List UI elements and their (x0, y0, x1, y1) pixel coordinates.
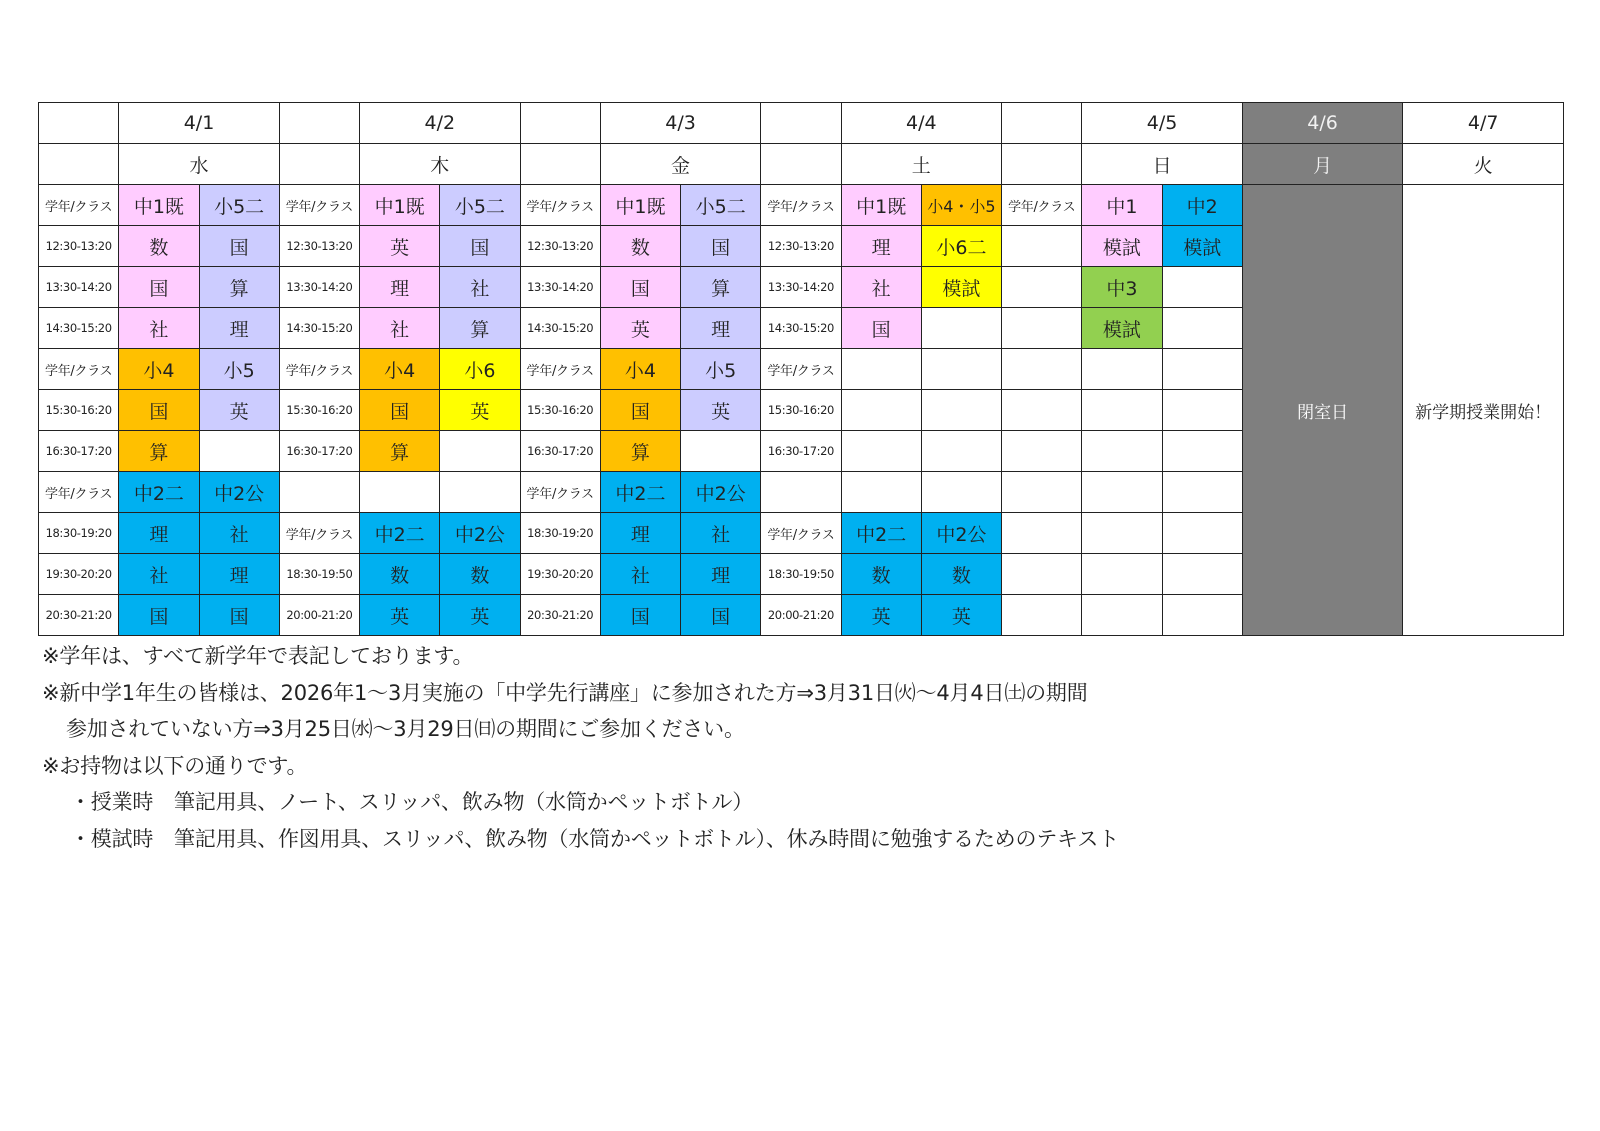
class-cell: 算 (360, 431, 440, 472)
time-slot-label: 15:30-16:20 (761, 390, 841, 431)
time-slot-label: 15:30-16:20 (279, 390, 359, 431)
time-slot-label: 14:30-15:20 (279, 308, 359, 349)
weekday-header-cell: 土 (841, 144, 1002, 185)
class-cell: 国 (681, 226, 761, 267)
time-slot-label: 19:30-20:20 (520, 554, 600, 595)
weekday-header-cell (520, 144, 600, 185)
date-header-cell: 4/3 (600, 103, 761, 144)
schedule-row (39, 185, 1564, 226)
time-slot-label: 14:30-15:20 (520, 308, 600, 349)
class-cell: 英 (360, 595, 440, 636)
time-slot-label (1002, 595, 1082, 636)
note-line: ※新中学1年生の皆様は、2026年1～3月実施の「中学先行講座」に参加された方⇒3月31日㈫～4月4日㈯の期間 (42, 680, 1088, 705)
class-cell (921, 308, 1001, 349)
time-slot-label: 20:30-21:20 (520, 595, 600, 636)
class-cell (1162, 349, 1242, 390)
weekday-header-cell (39, 144, 119, 185)
class-cell: 小4 (360, 349, 440, 390)
class-cell: 数 (360, 554, 440, 595)
class-cell: 理 (600, 513, 680, 554)
grade-class-label: 学年/クラス (520, 185, 600, 226)
class-cell: 中2公 (681, 472, 761, 513)
time-slot-label: 15:30-16:20 (520, 390, 600, 431)
closed-day-cell: 閉室日 (1242, 185, 1403, 636)
weekday-header-cell: 木 (360, 144, 521, 185)
class-cell (1162, 595, 1242, 636)
weekday-header-cell (761, 144, 841, 185)
note-line: 参加されていない方⇒3月25日㈬～3月29日㈰の期間にご参加ください。 (66, 717, 745, 741)
class-cell: 小4・小5 (921, 185, 1001, 226)
class-cell (1082, 472, 1162, 513)
class-cell: 国 (360, 390, 440, 431)
class-cell (1082, 349, 1162, 390)
class-cell: 模試 (921, 267, 1001, 308)
class-cell: 模試 (1082, 226, 1162, 267)
time-slot-label (761, 472, 841, 513)
class-cell: 中2公 (440, 513, 520, 554)
class-cell: 英 (841, 595, 921, 636)
class-cell: 国 (600, 390, 680, 431)
class-cell (1162, 513, 1242, 554)
class-cell: 算 (600, 431, 680, 472)
time-slot-label: 16:30-17:20 (279, 431, 359, 472)
class-cell: 算 (119, 431, 199, 472)
class-cell: 中1既 (360, 185, 440, 226)
class-cell: 理 (360, 267, 440, 308)
class-cell: 算 (681, 267, 761, 308)
class-cell (1162, 472, 1242, 513)
time-slot-label: 19:30-20:20 (39, 554, 119, 595)
note-line: ※お持物は以下の通りです。 (42, 753, 308, 778)
grade-class-label: 学年/クラス (279, 185, 359, 226)
class-cell (1082, 595, 1162, 636)
class-cell (841, 390, 921, 431)
class-cell: 中1 (1082, 185, 1162, 226)
class-cell: 中2二 (841, 513, 921, 554)
class-cell (1082, 390, 1162, 431)
class-cell: 中1既 (841, 185, 921, 226)
class-cell: 小5二 (199, 185, 279, 226)
time-slot-label: 16:30-17:20 (39, 431, 119, 472)
class-cell: 理 (119, 513, 199, 554)
grade-class-label: 学年/クラス (761, 349, 841, 390)
class-cell: 理 (199, 308, 279, 349)
class-cell: 国 (600, 595, 680, 636)
time-slot-label: 12:30-13:20 (761, 226, 841, 267)
class-cell: 社 (199, 513, 279, 554)
weekday-header-cell: 水 (119, 144, 280, 185)
grade-class-label: 学年/クラス (520, 349, 600, 390)
class-cell: 小5二 (681, 185, 761, 226)
grade-class-label: 学年/クラス (1002, 185, 1082, 226)
class-cell: 英 (440, 390, 520, 431)
class-cell: 小4 (600, 349, 680, 390)
class-cell: 国 (199, 226, 279, 267)
class-cell: 国 (119, 595, 199, 636)
class-cell: 英 (199, 390, 279, 431)
time-slot-label: 12:30-13:20 (39, 226, 119, 267)
class-cell: 算 (440, 308, 520, 349)
time-slot-label: 18:30-19:20 (520, 513, 600, 554)
class-cell (921, 431, 1001, 472)
class-cell: 中2公 (199, 472, 279, 513)
time-slot-label (1002, 513, 1082, 554)
time-slot-label: 14:30-15:20 (761, 308, 841, 349)
class-cell (440, 431, 520, 472)
grade-class-label: 学年/クラス (39, 185, 119, 226)
time-slot-label: 16:30-17:20 (761, 431, 841, 472)
class-cell: 社 (681, 513, 761, 554)
date-header-cell (279, 103, 359, 144)
weekday-header-cell: 月 (1242, 144, 1403, 185)
class-cell: 中2二 (119, 472, 199, 513)
time-slot-label (1002, 472, 1082, 513)
weekday-header-cell (279, 144, 359, 185)
class-cell: 中1既 (600, 185, 680, 226)
class-cell: 小4 (119, 349, 199, 390)
class-cell: 国 (119, 267, 199, 308)
date-header-cell: 4/5 (1082, 103, 1243, 144)
grade-class-label: 学年/クラス (39, 349, 119, 390)
time-slot-label (1002, 267, 1082, 308)
weekday-header-row (39, 144, 1564, 185)
class-cell: 理 (681, 308, 761, 349)
class-cell (1082, 554, 1162, 595)
time-slot-label: 12:30-13:20 (520, 226, 600, 267)
class-cell: 中3 (1082, 267, 1162, 308)
date-header-cell: 4/2 (360, 103, 521, 144)
class-cell (1082, 431, 1162, 472)
class-cell (841, 349, 921, 390)
notes-section (42, 638, 1582, 857)
schedule-table (38, 102, 1564, 636)
grade-class-label: 学年/クラス (520, 472, 600, 513)
time-slot-label (1002, 349, 1082, 390)
class-cell: 社 (119, 308, 199, 349)
time-slot-label (1002, 431, 1082, 472)
time-slot-label (1002, 554, 1082, 595)
time-slot-label: 13:30-14:20 (520, 267, 600, 308)
time-slot-label: 14:30-15:20 (39, 308, 119, 349)
class-cell: 中2公 (921, 513, 1001, 554)
time-slot-label: 16:30-17:20 (520, 431, 600, 472)
class-cell: 小6 (440, 349, 520, 390)
class-cell (841, 472, 921, 513)
class-cell (1162, 554, 1242, 595)
time-slot-label (279, 472, 359, 513)
time-slot-label: 13:30-14:20 (761, 267, 841, 308)
class-cell: 算 (199, 267, 279, 308)
note-line: ・模試時 筆記用具、作図用具、スリッパ、飲み物（水筒かペットボトル）、休み時間に勉強するためのテキスト (70, 826, 1120, 851)
time-slot-label (1002, 390, 1082, 431)
class-cell: 数 (119, 226, 199, 267)
class-cell: 理 (681, 554, 761, 595)
class-cell: 英 (921, 595, 1001, 636)
class-cell: 小5 (681, 349, 761, 390)
class-cell (1162, 390, 1242, 431)
class-cell: 社 (440, 267, 520, 308)
class-cell (199, 431, 279, 472)
grade-class-label: 学年/クラス (279, 349, 359, 390)
class-cell: 英 (360, 226, 440, 267)
class-cell (1162, 431, 1242, 472)
class-cell: 社 (600, 554, 680, 595)
date-header-cell (520, 103, 600, 144)
class-cell: 理 (841, 226, 921, 267)
class-cell: 小5 (199, 349, 279, 390)
date-header-cell (761, 103, 841, 144)
class-cell (1162, 308, 1242, 349)
class-cell (1162, 267, 1242, 308)
class-cell: 国 (119, 390, 199, 431)
class-cell: 中1既 (119, 185, 199, 226)
class-cell: 英 (600, 308, 680, 349)
time-slot-label: 18:30-19:50 (761, 554, 841, 595)
class-cell (1082, 513, 1162, 554)
grade-class-label: 学年/クラス (761, 185, 841, 226)
class-cell: 国 (199, 595, 279, 636)
time-slot-label: 18:30-19:50 (279, 554, 359, 595)
class-cell: 小5二 (440, 185, 520, 226)
time-slot-label: 18:30-19:20 (39, 513, 119, 554)
date-header-cell: 4/6 (1242, 103, 1403, 144)
note-line: ・授業時 筆記用具、ノート、スリッパ、飲み物（水筒かペットボトル） (70, 790, 754, 814)
time-slot-label (1002, 226, 1082, 267)
grade-class-label: 学年/クラス (761, 513, 841, 554)
class-cell: 中2二 (360, 513, 440, 554)
grade-class-label: 学年/クラス (279, 513, 359, 554)
date-header-cell: 4/4 (841, 103, 1002, 144)
time-slot-label: 20:00-21:20 (279, 595, 359, 636)
date-header-cell (1002, 103, 1082, 144)
weekday-header-cell: 日 (1082, 144, 1243, 185)
class-cell: 模試 (1082, 308, 1162, 349)
time-slot-label: 15:30-16:20 (39, 390, 119, 431)
class-cell: 英 (681, 390, 761, 431)
time-slot-label: 20:00-21:20 (761, 595, 841, 636)
class-cell: 国 (440, 226, 520, 267)
class-cell: 英 (440, 595, 520, 636)
class-cell (360, 472, 440, 513)
class-cell: 中2 (1162, 185, 1242, 226)
class-cell: 数 (600, 226, 680, 267)
class-cell: 社 (360, 308, 440, 349)
class-cell: 中2二 (600, 472, 680, 513)
class-cell (440, 472, 520, 513)
class-cell: 国 (600, 267, 680, 308)
class-cell: 数 (921, 554, 1001, 595)
time-slot-label: 20:30-21:20 (39, 595, 119, 636)
weekday-header-cell (1002, 144, 1082, 185)
time-slot-label: 13:30-14:20 (279, 267, 359, 308)
class-cell (681, 431, 761, 472)
new-term-cell: 新学期授業開始！ (1403, 185, 1564, 636)
date-header-cell (39, 103, 119, 144)
class-cell: 理 (199, 554, 279, 595)
time-slot-label (1002, 308, 1082, 349)
note-line: ※学年は、すべて新学年で表記しております。 (42, 644, 474, 668)
date-header-row (39, 103, 1564, 144)
time-slot-label: 12:30-13:20 (279, 226, 359, 267)
class-cell: 国 (681, 595, 761, 636)
date-header-cell: 4/1 (119, 103, 280, 144)
class-cell (921, 390, 1001, 431)
class-cell: 数 (841, 554, 921, 595)
grade-class-label: 学年/クラス (39, 472, 119, 513)
class-cell: 国 (841, 308, 921, 349)
class-cell: 模試 (1162, 226, 1242, 267)
class-cell: 社 (841, 267, 921, 308)
weekday-header-cell: 金 (600, 144, 761, 185)
weekday-header-cell: 火 (1403, 144, 1564, 185)
class-cell: 社 (119, 554, 199, 595)
class-cell (921, 349, 1001, 390)
class-cell (921, 472, 1001, 513)
class-cell: 小6二 (921, 226, 1001, 267)
class-cell (841, 431, 921, 472)
class-cell: 数 (440, 554, 520, 595)
date-header-cell: 4/7 (1403, 103, 1564, 144)
time-slot-label: 13:30-14:20 (39, 267, 119, 308)
